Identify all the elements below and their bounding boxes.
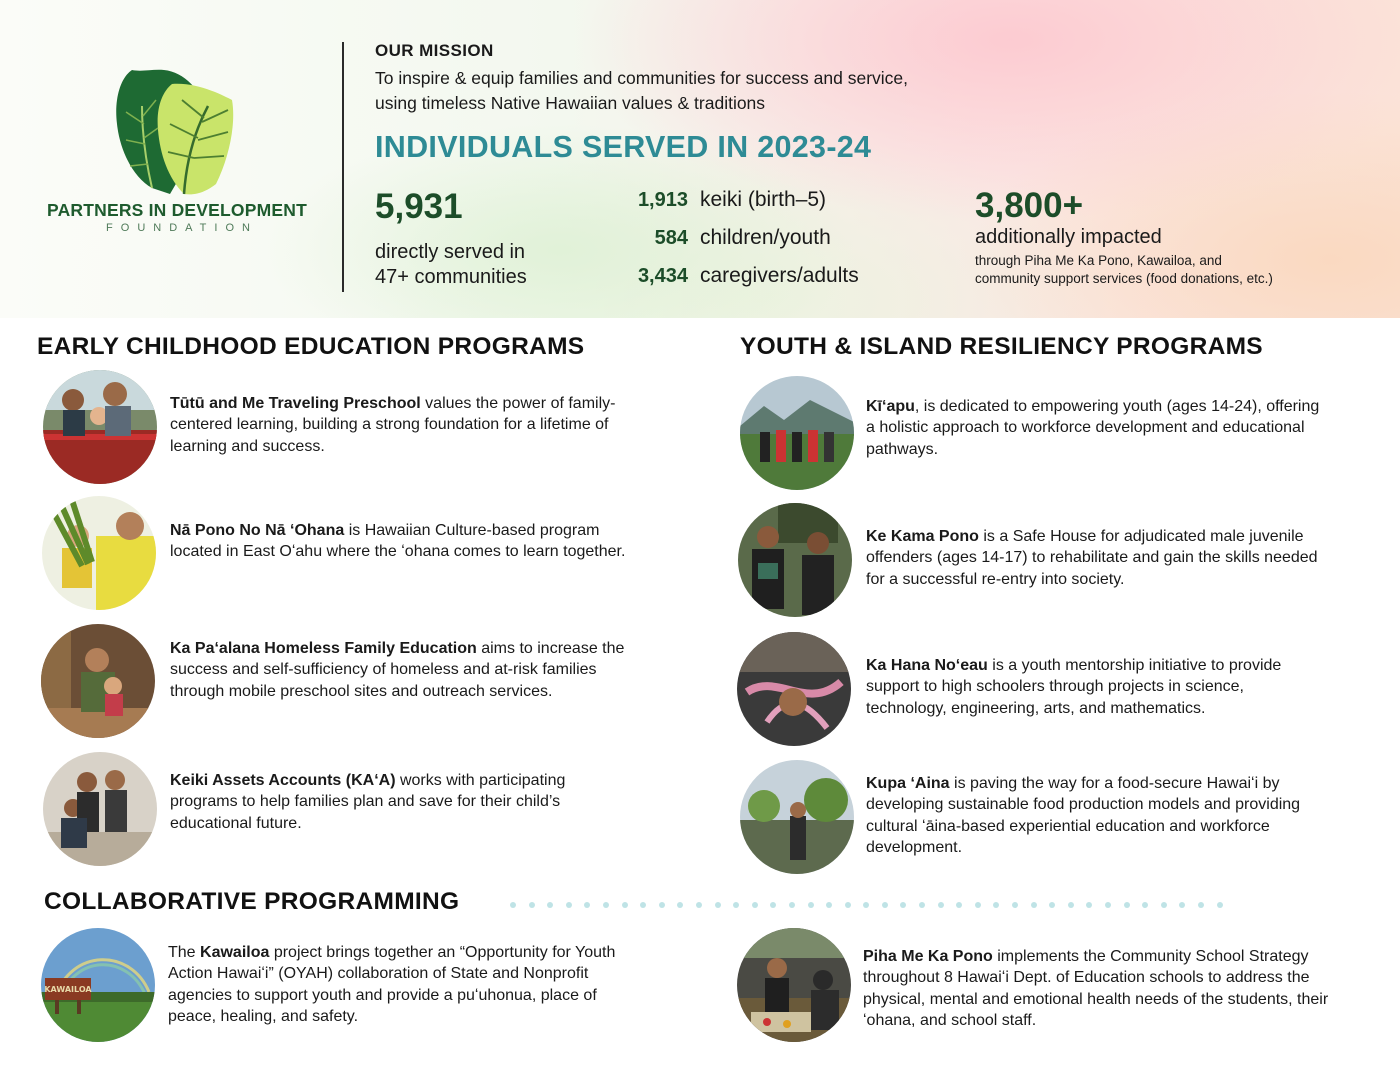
description-line: through Piha Me Ka Pono, Kawailoa, and [975,253,1222,268]
breakdown-label: children/youth [700,226,831,249]
program-text: aims to increase the success and self-sufficiency of homeless and at-risk families through mobile preschool sites and outreach services. [170,640,625,700]
program-description [168,942,618,1027]
program-photo [41,624,155,738]
program-name: Keiki Assets Accounts (KAʻA) [170,772,396,789]
program-description [170,393,630,457]
youth-resiliency-title: YOUTH & ISLAND RESILIENCY PROGRAMS [740,333,1263,360]
program-photo [43,752,157,866]
program-description [866,655,1326,719]
breakdown-number: 1,913 [637,189,688,211]
early-childhood-title: EARLY CHILDHOOD EDUCATION PROGRAMS [37,333,585,360]
program-name: Tūtū and Me Traveling Preschool [170,395,421,412]
description-line: directly served in [375,241,526,263]
dotted-divider [510,902,1235,908]
mission-line: To inspire & equip families and communities for success and service, [375,68,909,88]
additional-impact-label: additionally impacted [975,226,1162,248]
header-divider [342,42,344,292]
stats-title: INDIVIDUALS SERVED IN 2023-24 [375,130,872,164]
program-description [170,638,630,702]
program-description [866,773,1326,858]
program-description [866,526,1326,590]
breakdown-row [600,226,920,264]
program-photo [737,632,851,746]
direct-served-description [375,240,615,290]
description-line: community support services (food donations, etc.) [975,271,1273,286]
program-name: Nā Pono No Nā ʻOhana [170,522,345,539]
program-description [170,770,630,834]
breakdown-list [600,188,920,302]
program-text: The [168,944,201,961]
mission-label: OUR MISSION [375,41,494,60]
program-name: Ke Kama Pono [866,528,979,545]
collaborative-title: COLLABORATIVE PROGRAMMING [44,888,460,915]
header-banner [0,0,1400,318]
breakdown-number: 584 [654,227,688,249]
mission-statement [375,66,1015,116]
breakdown-row [600,188,920,226]
breakdown-number: 3,434 [637,265,688,287]
program-name: Kawailoa [200,944,270,961]
program-description [863,946,1333,1031]
organization-subtitle: FOUNDATION [106,222,258,234]
program-text: values the power of family-centered learning, building a strong foundation for a lifetime of learning and success. [170,395,616,455]
description-line: 47+ communities [375,266,527,288]
taro-leaf-icon [112,66,238,198]
breakdown-label: caregivers/adults [700,264,859,287]
program-name: Ka Hana Noʻeau [866,657,988,674]
program-name: Kīʻapu [866,398,915,415]
program-text: is Hawaiian Culture-based program located in East Oʻahu where the ʻohana comes to learn together. [170,522,626,561]
program-text: is a Safe House for adjudicated male juvenile offenders (ages 14-17) to rehabilitate and gain the skills needed for a successful re-entry into society. [866,528,1318,588]
program-photo [42,496,156,610]
program-name: Kupa ʻAina [866,775,950,792]
program-text: , is dedicated to empowering youth (ages 14-24), offering a holistic approach to workforce development and educational pathways. [866,398,1320,458]
program-description [170,520,630,563]
sign-text: KAWAILOA [44,985,92,994]
program-photo [740,760,854,874]
mission-line: using timeless Native Hawaiian values & traditions [375,93,766,113]
additional-impact-description [975,252,1355,288]
program-photo [738,503,852,617]
program-photo [737,928,851,1042]
program-description [866,396,1326,460]
kawailoa-photo [41,928,155,1042]
breakdown-row [600,264,920,302]
program-name: Piha Me Ka Pono [863,948,993,965]
breakdown-label: keiki (birth–5) [700,188,827,211]
logo [30,60,320,240]
program-text: is a youth mentorship initiative to provide support to high schoolers through projects in science, technology, engineering, arts, and mathematics. [866,657,1282,717]
direct-served-number: 5,931 [375,187,463,226]
program-name: Ka Paʻalana Homeless Family Education [170,640,477,657]
organization-name: PARTNERS IN DEVELOPMENT [47,200,307,220]
program-text: implements the Community School Strategy throughout 8 Hawaiʻi Dept. of Education schools to address the physical, mental and emotional health needs of the students, their ʻohana, and school staff. [863,948,1329,1029]
program-text: project brings together an “Opportunity for Youth Action Hawaiʻi” (OYAH) collaboration of State and Nonprofit agencies to support youth and provide a puʻuhonua, place of peace, healing, and safety. [168,944,616,1025]
program-photo [43,370,157,484]
program-photo [740,376,854,490]
additional-impact-number: 3,800+ [975,186,1084,225]
program-text: works with participating programs to help families plan and save for their child’s educational future. [170,772,566,832]
program-text: is paving the way for a food-secure Hawaiʻi by developing sustainable food production models and providing cultural ʻāina-based experiential education and workforce development. [866,775,1301,856]
